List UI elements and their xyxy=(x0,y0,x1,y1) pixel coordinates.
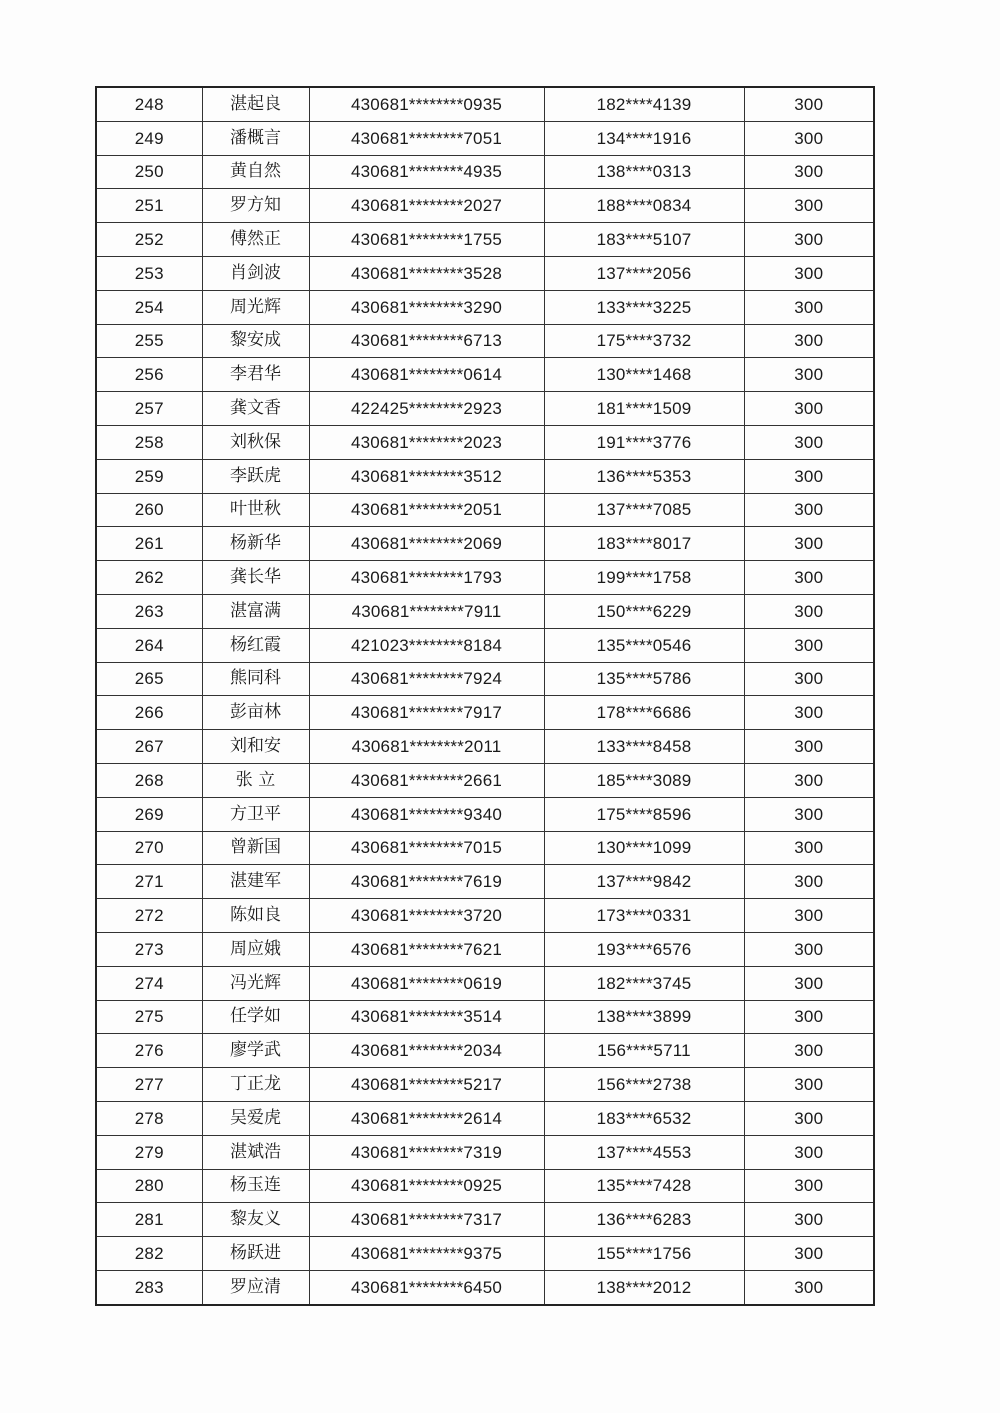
person-name: 杨新华 xyxy=(202,527,309,561)
phone-number: 156****2738 xyxy=(544,1068,744,1102)
person-name: 杨玉连 xyxy=(202,1169,309,1203)
row-number: 275 xyxy=(96,1000,202,1034)
person-name: 吴爱虎 xyxy=(202,1101,309,1135)
phone-number: 137****7085 xyxy=(544,493,744,527)
phone-number: 135****0546 xyxy=(544,628,744,662)
person-name: 湛建军 xyxy=(202,865,309,899)
id-number: 430681********3528 xyxy=(309,256,544,290)
amount: 300 xyxy=(744,763,874,797)
amount: 300 xyxy=(744,662,874,696)
amount: 300 xyxy=(744,1034,874,1068)
id-number: 430681********2027 xyxy=(309,189,544,223)
person-name: 龚长华 xyxy=(202,561,309,595)
amount: 300 xyxy=(744,1068,874,1102)
amount: 300 xyxy=(744,1270,874,1304)
phone-number: 199****1758 xyxy=(544,561,744,595)
phone-number: 137****9842 xyxy=(544,865,744,899)
phone-number: 185****3089 xyxy=(544,763,744,797)
person-name: 陈如良 xyxy=(202,899,309,933)
amount: 300 xyxy=(744,155,874,189)
row-number: 255 xyxy=(96,324,202,358)
amount: 300 xyxy=(744,730,874,764)
table-row xyxy=(96,1000,874,1034)
table-row xyxy=(96,1270,874,1304)
table-row xyxy=(96,1203,874,1237)
phone-number: 175****8596 xyxy=(544,797,744,831)
amount: 300 xyxy=(744,628,874,662)
id-number: 430681********6450 xyxy=(309,1270,544,1304)
person-name: 肖剑波 xyxy=(202,256,309,290)
phone-number: 138****2012 xyxy=(544,1270,744,1304)
row-number: 253 xyxy=(96,256,202,290)
table-row xyxy=(96,662,874,696)
amount: 300 xyxy=(744,797,874,831)
amount: 300 xyxy=(744,899,874,933)
row-number: 283 xyxy=(96,1270,202,1304)
row-number: 252 xyxy=(96,223,202,257)
phone-number: 175****3732 xyxy=(544,324,744,358)
row-number: 257 xyxy=(96,392,202,426)
table-row xyxy=(96,358,874,392)
phone-number: 182****4139 xyxy=(544,87,744,121)
row-number: 273 xyxy=(96,932,202,966)
table-row xyxy=(96,899,874,933)
person-name: 熊同科 xyxy=(202,662,309,696)
id-number: 430681********6713 xyxy=(309,324,544,358)
table-row xyxy=(96,527,874,561)
amount: 300 xyxy=(744,594,874,628)
row-number: 256 xyxy=(96,358,202,392)
row-number: 272 xyxy=(96,899,202,933)
phone-number: 138****3899 xyxy=(544,1000,744,1034)
id-number: 430681********7319 xyxy=(309,1135,544,1169)
phone-number: 188****0834 xyxy=(544,189,744,223)
id-number: 430681********2011 xyxy=(309,730,544,764)
person-name: 刘和安 xyxy=(202,730,309,764)
row-number: 270 xyxy=(96,831,202,865)
table-row xyxy=(96,1068,874,1102)
table-row xyxy=(96,121,874,155)
id-number: 430681********9375 xyxy=(309,1237,544,1271)
phone-number: 193****6576 xyxy=(544,932,744,966)
table-row xyxy=(96,628,874,662)
table-row xyxy=(96,594,874,628)
id-number: 430681********0925 xyxy=(309,1169,544,1203)
person-name: 湛起良 xyxy=(202,87,309,121)
row-number: 279 xyxy=(96,1135,202,1169)
phone-number: 155****1756 xyxy=(544,1237,744,1271)
amount: 300 xyxy=(744,256,874,290)
row-number: 262 xyxy=(96,561,202,595)
person-name: 湛富满 xyxy=(202,594,309,628)
phone-number: 182****3745 xyxy=(544,966,744,1000)
row-number: 266 xyxy=(96,696,202,730)
person-name: 黄自然 xyxy=(202,155,309,189)
phone-number: 181****1509 xyxy=(544,392,744,426)
person-name: 龚文香 xyxy=(202,392,309,426)
amount: 300 xyxy=(744,865,874,899)
amount: 300 xyxy=(744,1169,874,1203)
id-number: 430681********1793 xyxy=(309,561,544,595)
id-number: 430681********7621 xyxy=(309,932,544,966)
phone-number: 137****2056 xyxy=(544,256,744,290)
row-number: 280 xyxy=(96,1169,202,1203)
amount: 300 xyxy=(744,1000,874,1034)
person-name: 罗方知 xyxy=(202,189,309,223)
amount: 300 xyxy=(744,527,874,561)
amount: 300 xyxy=(744,1135,874,1169)
amount: 300 xyxy=(744,696,874,730)
id-number: 430681********2661 xyxy=(309,763,544,797)
row-number: 265 xyxy=(96,662,202,696)
id-number: 430681********2034 xyxy=(309,1034,544,1068)
phone-number: 156****5711 xyxy=(544,1034,744,1068)
id-number: 430681********2069 xyxy=(309,527,544,561)
row-number: 282 xyxy=(96,1237,202,1271)
id-number: 430681********7917 xyxy=(309,696,544,730)
phone-number: 183****6532 xyxy=(544,1101,744,1135)
person-name: 李跃虎 xyxy=(202,459,309,493)
amount: 300 xyxy=(744,189,874,223)
table-row xyxy=(96,1169,874,1203)
roster-body xyxy=(96,87,874,1305)
phone-number: 191****3776 xyxy=(544,425,744,459)
row-number: 261 xyxy=(96,527,202,561)
amount: 300 xyxy=(744,1237,874,1271)
amount: 300 xyxy=(744,831,874,865)
phone-number: 138****0313 xyxy=(544,155,744,189)
person-name: 叶世秋 xyxy=(202,493,309,527)
amount: 300 xyxy=(744,1101,874,1135)
phone-number: 130****1468 xyxy=(544,358,744,392)
table-row xyxy=(96,223,874,257)
row-number: 268 xyxy=(96,763,202,797)
table-row xyxy=(96,696,874,730)
person-name: 傅然正 xyxy=(202,223,309,257)
person-name: 李君华 xyxy=(202,358,309,392)
id-number: 430681********7911 xyxy=(309,594,544,628)
person-name: 周应娥 xyxy=(202,932,309,966)
row-number: 250 xyxy=(96,155,202,189)
table-row xyxy=(96,155,874,189)
table-row xyxy=(96,392,874,426)
row-number: 248 xyxy=(96,87,202,121)
table-row xyxy=(96,831,874,865)
person-name: 张 立 xyxy=(202,763,309,797)
id-number: 430681********7924 xyxy=(309,662,544,696)
row-number: 277 xyxy=(96,1068,202,1102)
person-name: 湛斌浩 xyxy=(202,1135,309,1169)
amount: 300 xyxy=(744,358,874,392)
phone-number: 133****8458 xyxy=(544,730,744,764)
amount: 300 xyxy=(744,324,874,358)
row-number: 269 xyxy=(96,797,202,831)
table-row xyxy=(96,256,874,290)
id-number: 430681********3512 xyxy=(309,459,544,493)
person-name: 黎友义 xyxy=(202,1203,309,1237)
amount: 300 xyxy=(744,561,874,595)
phone-number: 136****6283 xyxy=(544,1203,744,1237)
person-name: 彭亩林 xyxy=(202,696,309,730)
phone-number: 135****7428 xyxy=(544,1169,744,1203)
phone-number: 130****1099 xyxy=(544,831,744,865)
phone-number: 134****1916 xyxy=(544,121,744,155)
person-name: 杨红霞 xyxy=(202,628,309,662)
phone-number: 183****5107 xyxy=(544,223,744,257)
phone-number: 137****4553 xyxy=(544,1135,744,1169)
row-number: 271 xyxy=(96,865,202,899)
id-number: 430681********7619 xyxy=(309,865,544,899)
table-row xyxy=(96,189,874,223)
row-number: 274 xyxy=(96,966,202,1000)
table-row xyxy=(96,87,874,121)
phone-number: 133****3225 xyxy=(544,290,744,324)
amount: 300 xyxy=(744,223,874,257)
row-number: 249 xyxy=(96,121,202,155)
row-number: 278 xyxy=(96,1101,202,1135)
person-name: 杨跃进 xyxy=(202,1237,309,1271)
amount: 300 xyxy=(744,493,874,527)
id-number: 430681********7015 xyxy=(309,831,544,865)
phone-number: 150****6229 xyxy=(544,594,744,628)
table-row xyxy=(96,932,874,966)
amount: 300 xyxy=(744,121,874,155)
table-row xyxy=(96,561,874,595)
phone-number: 183****8017 xyxy=(544,527,744,561)
id-number: 422425********2923 xyxy=(309,392,544,426)
table-row xyxy=(96,459,874,493)
person-name: 刘秋保 xyxy=(202,425,309,459)
id-number: 430681********9340 xyxy=(309,797,544,831)
row-number: 251 xyxy=(96,189,202,223)
table-row xyxy=(96,290,874,324)
person-name: 方卫平 xyxy=(202,797,309,831)
id-number: 430681********7051 xyxy=(309,121,544,155)
amount: 300 xyxy=(744,966,874,1000)
amount: 300 xyxy=(744,459,874,493)
row-number: 259 xyxy=(96,459,202,493)
table-row xyxy=(96,493,874,527)
id-number: 430681********1755 xyxy=(309,223,544,257)
id-number: 430681********2023 xyxy=(309,425,544,459)
id-number: 430681********3290 xyxy=(309,290,544,324)
amount: 300 xyxy=(744,290,874,324)
table-row xyxy=(96,797,874,831)
table-row xyxy=(96,966,874,1000)
person-name: 罗应清 xyxy=(202,1270,309,1304)
id-number: 430681********7317 xyxy=(309,1203,544,1237)
person-name: 周光辉 xyxy=(202,290,309,324)
phone-number: 173****0331 xyxy=(544,899,744,933)
id-number: 430681********0935 xyxy=(309,87,544,121)
table-row xyxy=(96,763,874,797)
id-number: 430681********4935 xyxy=(309,155,544,189)
table-row xyxy=(96,865,874,899)
person-name: 曾新国 xyxy=(202,831,309,865)
phone-number: 136****5353 xyxy=(544,459,744,493)
amount: 300 xyxy=(744,1203,874,1237)
id-number: 430681********3514 xyxy=(309,1000,544,1034)
id-number: 430681********5217 xyxy=(309,1068,544,1102)
table-row xyxy=(96,1135,874,1169)
table-row xyxy=(96,1101,874,1135)
person-name: 任学如 xyxy=(202,1000,309,1034)
id-number: 421023********8184 xyxy=(309,628,544,662)
row-number: 267 xyxy=(96,730,202,764)
person-name: 黎安成 xyxy=(202,324,309,358)
id-number: 430681********0619 xyxy=(309,966,544,1000)
row-number: 260 xyxy=(96,493,202,527)
table-row xyxy=(96,324,874,358)
table-row xyxy=(96,1034,874,1068)
person-name: 廖学武 xyxy=(202,1034,309,1068)
person-name: 冯光辉 xyxy=(202,966,309,1000)
amount: 300 xyxy=(744,425,874,459)
row-number: 281 xyxy=(96,1203,202,1237)
row-number: 263 xyxy=(96,594,202,628)
row-number: 254 xyxy=(96,290,202,324)
id-number: 430681********2051 xyxy=(309,493,544,527)
table-row xyxy=(96,425,874,459)
id-number: 430681********0614 xyxy=(309,358,544,392)
id-number: 430681********2614 xyxy=(309,1101,544,1135)
subsidy-roster-table xyxy=(95,86,875,1306)
person-name: 丁正龙 xyxy=(202,1068,309,1102)
row-number: 258 xyxy=(96,425,202,459)
amount: 300 xyxy=(744,87,874,121)
amount: 300 xyxy=(744,392,874,426)
row-number: 276 xyxy=(96,1034,202,1068)
phone-number: 178****6686 xyxy=(544,696,744,730)
person-name: 潘概言 xyxy=(202,121,309,155)
phone-number: 135****5786 xyxy=(544,662,744,696)
table-row xyxy=(96,1237,874,1271)
id-number: 430681********3720 xyxy=(309,899,544,933)
row-number: 264 xyxy=(96,628,202,662)
amount: 300 xyxy=(744,932,874,966)
table-row xyxy=(96,730,874,764)
